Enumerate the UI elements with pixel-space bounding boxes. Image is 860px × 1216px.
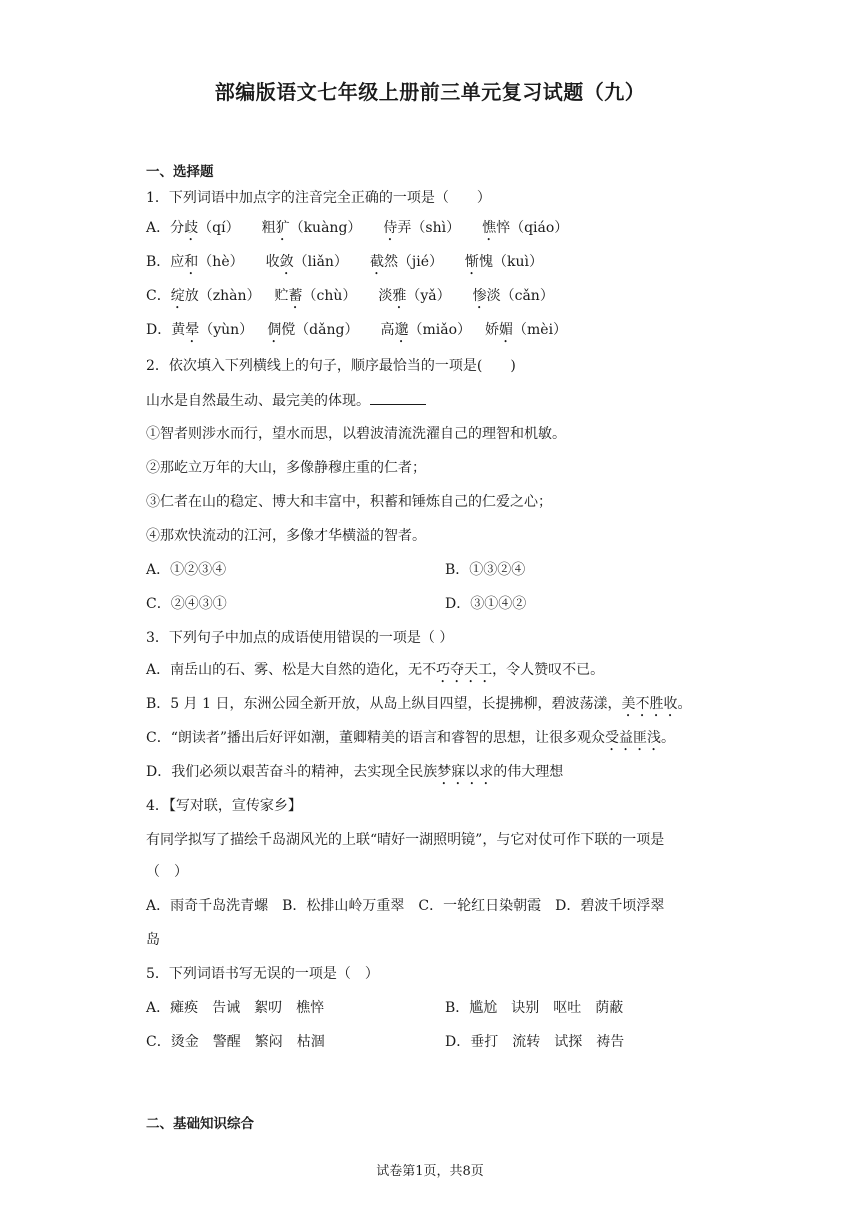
page-title: 部编版语文七年级上册前三单元复习试题（九）: [214, 80, 646, 104]
q3-option-a: A．南岳山的石、雾、松是大自然的造化，无不巧夺天工，令人赞叹不已。: [146, 662, 605, 678]
q3-stem: 3．下列句子中加点的成语使用错误的一项是（ ）: [146, 630, 454, 646]
q4-stem: 4．【写对联，宣传家乡】: [146, 798, 302, 814]
q4-bracket: （ ）: [146, 864, 188, 880]
q2-sentence-4: ④那欢快流动的江河，多像才华横溢的智者。: [146, 528, 426, 544]
q4-options: A．雨奇千岛洗青螺 B．松排山岭万重翠 C．一轮红日染朝霞 D．碧波千顷浮翠: [146, 898, 665, 914]
q4-options-wrap: 岛: [146, 932, 160, 948]
q1-option-c: C．绽放（zhàn） 贮蓄（chù） 淡雅（yǎ） 惨淡（cǎn）: [146, 288, 554, 304]
answer-blank: [370, 390, 426, 405]
q1-option-b: B．应和（hè） 收敛（liǎn） 截然（jié） 惭愧（kuì）: [146, 254, 544, 270]
q2-sentence-2: ②那屹立万年的大山，多像静穆庄重的仁者；: [146, 460, 426, 476]
q2-lead: 山水是自然最生动、最完美的体现。: [146, 390, 426, 411]
q5-option-c: C．烫金 警醒 繁闷 枯涸: [146, 1034, 325, 1050]
q5-option-b: B．尴尬 诀别 呕吐 荫蔽: [445, 1000, 624, 1016]
page-footer: 试卷第1页，共8页: [376, 1164, 484, 1179]
section-heading-choice: 一、选择题: [146, 164, 214, 180]
q5-option-a: A．瘫痪 告诫 絮叨 樵悴: [146, 1000, 325, 1016]
q2-option-c: C．②④③①: [146, 596, 227, 612]
q5-option-d: D．垂打 流转 试探 祷告: [445, 1034, 625, 1050]
q3-option-b: B．5 月 1 日，东洲公园全新开放，从岛上纵目四望，长提拂柳，碧波荡漾，美不胜收。: [146, 696, 692, 712]
q2-sentence-1: ①智者则涉水而行，望水而思，以碧波清流洗濯自己的理智和机敏。: [146, 426, 566, 442]
section-heading-basics: 二、基础知识综合: [146, 1116, 254, 1132]
q4-text: 有同学拟写了描绘千岛湖风光的上联“晴好一湖照明镜”，与它对仗可作下联的一项是: [146, 832, 665, 848]
q2-sentence-3: ③仁者在山的稳定、博大和丰富中，积蓄和锤炼自己的仁爱之心；: [146, 494, 552, 510]
q3-option-d: D．我们必须以艰苦奋斗的精神，去实现全民族梦寐以求的伟大理想: [146, 764, 564, 780]
q2-option-a: A．①②③④: [146, 562, 227, 578]
q3-option-c: C．“朗读者”播出后好评如潮，董卿精美的语言和睿智的思想，让很多观众受益匪浅。: [146, 730, 676, 746]
q2-option-b: B．①③②④: [445, 562, 526, 578]
q1-option-d: D．黄晕（yùn） 倜傥（dǎng） 高邈（miǎo） 娇媚（mèi）: [146, 322, 568, 338]
q2-stem: 2．依次填入下列横线上的句子，顺序最恰当的一项是( ): [146, 358, 516, 374]
q1-option-a: A．分歧（qí） 粗犷（kuàng） 侍弄（shì） 憔悴（qiáo）: [146, 220, 569, 236]
q1-stem: 1．下列词语中加点字的注音完全正确的一项是（ ）: [146, 190, 491, 206]
q2-option-d: D．③①④②: [445, 596, 527, 612]
q5-stem: 5．下列词语书写无误的一项是（ ）: [146, 966, 379, 982]
